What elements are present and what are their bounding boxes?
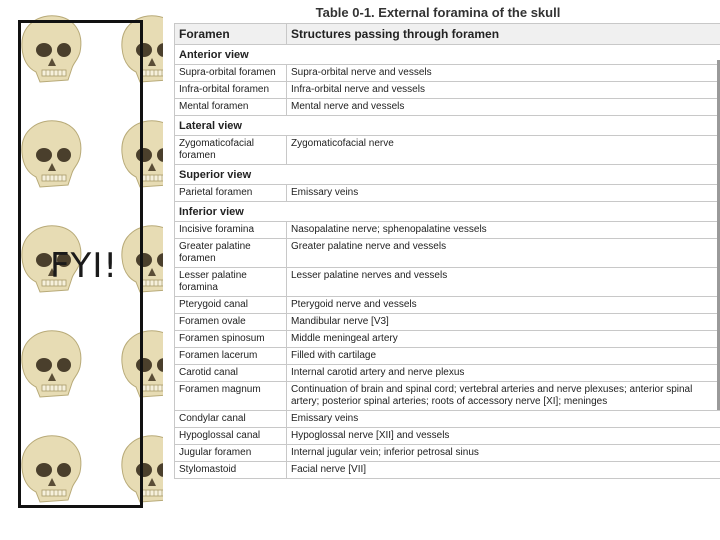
foramen-cell: Carotid canal (175, 365, 287, 382)
foramen-cell: Jugular foramen (175, 445, 287, 462)
structures-cell: Middle meningeal artery (287, 331, 720, 348)
fyi-label: FYI! (50, 246, 118, 286)
foramen-cell: Parietal foramen (175, 185, 287, 202)
table-row (175, 99, 720, 116)
table-row (175, 331, 720, 348)
table-row (175, 462, 720, 479)
foramen-cell: Stylomastoid (175, 462, 287, 479)
structures-cell: Facial nerve [VII] (287, 462, 720, 479)
table-row (175, 65, 720, 82)
structures-cell: Zygomaticofacial nerve (287, 136, 720, 165)
foramen-cell: Incisive foramina (175, 222, 287, 239)
foramen-cell: Hypoglossal canal (175, 428, 287, 445)
table-row (175, 82, 720, 99)
foramen-cell: Mental foramen (175, 99, 287, 116)
table-row (175, 411, 720, 428)
foramen-cell: Lesser palatine foramina (175, 268, 287, 297)
table-row (175, 268, 720, 297)
table-row (175, 365, 720, 382)
foramen-cell: Greater palatine foramen (175, 239, 287, 268)
table-row (175, 348, 720, 365)
section-label: Lateral view (175, 116, 720, 136)
structures-cell: Continuation of brain and spinal cord; vertebral arteries and nerve plexuses; anterior spinal artery; posterior spinal arteries; roots of accessory nerve [XI]; meninges (287, 382, 720, 411)
table-row (175, 445, 720, 462)
table-row (175, 314, 720, 331)
structures-cell: Internal carotid artery and nerve plexus (287, 365, 720, 382)
section-label: Superior view (175, 165, 720, 185)
column-header-foramen: Foramen (175, 24, 287, 45)
foramen-cell: Foramen lacerum (175, 348, 287, 365)
document-page (163, 0, 720, 540)
section-row (175, 45, 720, 65)
foramina-table (174, 23, 720, 479)
table-row (175, 297, 720, 314)
table-row (175, 428, 720, 445)
section-row (175, 165, 720, 185)
table-row (175, 382, 720, 411)
structures-cell: Infra-orbital nerve and vessels (287, 82, 720, 99)
table-title: Table 0-1. External foramina of the skull (315, 5, 561, 20)
structures-cell: Lesser palatine nerves and vessels (287, 268, 720, 297)
foramen-cell: Foramen magnum (175, 382, 287, 411)
skull-collage (0, 0, 163, 540)
structures-cell: Supra-orbital nerve and vessels (287, 65, 720, 82)
foramen-cell: Foramen spinosum (175, 331, 287, 348)
structures-cell: Greater palatine nerve and vessels (287, 239, 720, 268)
table-row (175, 239, 720, 268)
table-body (175, 45, 720, 479)
structures-cell: Pterygoid nerve and vessels (287, 297, 720, 314)
structures-cell: Emissary veins (287, 411, 720, 428)
foramen-cell: Foramen ovale (175, 314, 287, 331)
foramen-cell: Infra-orbital foramen (175, 82, 287, 99)
structures-cell: Filled with cartilage (287, 348, 720, 365)
column-header-structures: Structures passing through foramen (287, 24, 720, 45)
section-row (175, 116, 720, 136)
section-row (175, 202, 720, 222)
foramen-cell: Pterygoid canal (175, 297, 287, 314)
structures-cell: Mental nerve and vessels (287, 99, 720, 116)
table-row (175, 185, 720, 202)
section-label: Inferior view (175, 202, 720, 222)
table-row (175, 222, 720, 239)
foramen-cell: Zygomaticofacial foramen (175, 136, 287, 165)
structures-cell: Mandibular nerve [V3] (287, 314, 720, 331)
section-label: Anterior view (175, 45, 720, 65)
foramen-cell: Supra-orbital foramen (175, 65, 287, 82)
structures-cell: Hypoglossal nerve [XII] and vessels (287, 428, 720, 445)
structures-cell: Nasopalatine nerve; sphenopalatine vessels (287, 222, 720, 239)
foramen-cell: Condylar canal (175, 411, 287, 428)
table-row (175, 136, 720, 165)
table-header-row (175, 24, 720, 45)
structures-cell: Emissary veins (287, 185, 720, 202)
structures-cell: Internal jugular vein; inferior petrosal sinus (287, 445, 720, 462)
